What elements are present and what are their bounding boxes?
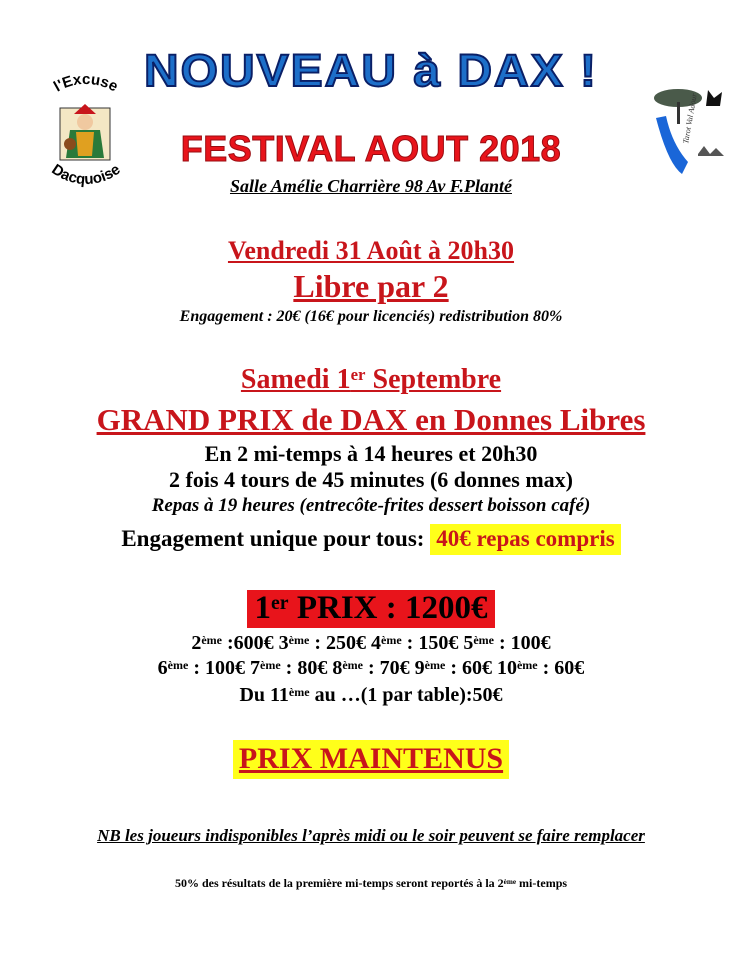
headline: NOUVEAU à DAX ! xyxy=(143,46,599,97)
friday-date: Vendredi 31 Août à 20h30 xyxy=(227,236,515,265)
nb-note: NB les joueurs indisponibles l’après midi ou le soir peuvent se faire remplacer xyxy=(97,826,645,845)
saturday-date: Samedi 1er Septembre xyxy=(240,364,502,395)
friday-title: Libre par 2 xyxy=(293,268,449,304)
saturday-title: GRAND PRIX de DAX en Donnes Libres xyxy=(96,402,646,437)
friday-fee: Engagement : 20€ (16€ pour licenciés) redistribution 80% xyxy=(179,308,563,325)
venue: Salle Amélie Charrière 98 Av F.Planté xyxy=(229,176,512,196)
logo-left-top-text: l'Excuse xyxy=(50,70,121,96)
saturday-line2: 2 fois 4 tours de 45 minutes (6 donnes max) xyxy=(169,467,573,492)
logo-right-text: Tarot Val Adour xyxy=(681,92,699,145)
saturday-meal: Repas à 19 heures (entrecôte-frites dessert boisson café) xyxy=(151,495,591,516)
prize-line-2: 2ème :600€ 3ème : 250€ 4ème : 150€ 5ème : 100€ xyxy=(191,632,551,654)
saturday-line1: En 2 mi-temps à 14 heures et 20h30 xyxy=(204,441,538,466)
prize-line-4: Du 11ème au …(1 par table):50€ xyxy=(239,684,503,706)
first-prize: 1er PRIX : 1200€ xyxy=(0,590,742,627)
saturday-fee-value: 40€ repas compris xyxy=(430,524,620,555)
prize-line-3: 6ème : 100€ 7ème : 80€ 8ème : 70€ 9ème : 60€ 10ème : 60€ xyxy=(157,657,585,679)
logo-left-bottom-text: Dacquoise xyxy=(48,160,124,189)
saturday-fee xyxy=(0,526,742,552)
footer-note: 50% des résultats de la première mi-temps seront reportés à la 2ème mi-temps xyxy=(174,876,568,890)
festival-title: FESTIVAL AOUT 2018 xyxy=(180,128,562,169)
prix-maintenus: PRIX MAINTENUS xyxy=(0,742,742,776)
saturday-fee-label: Engagement unique pour tous: xyxy=(121,526,425,551)
